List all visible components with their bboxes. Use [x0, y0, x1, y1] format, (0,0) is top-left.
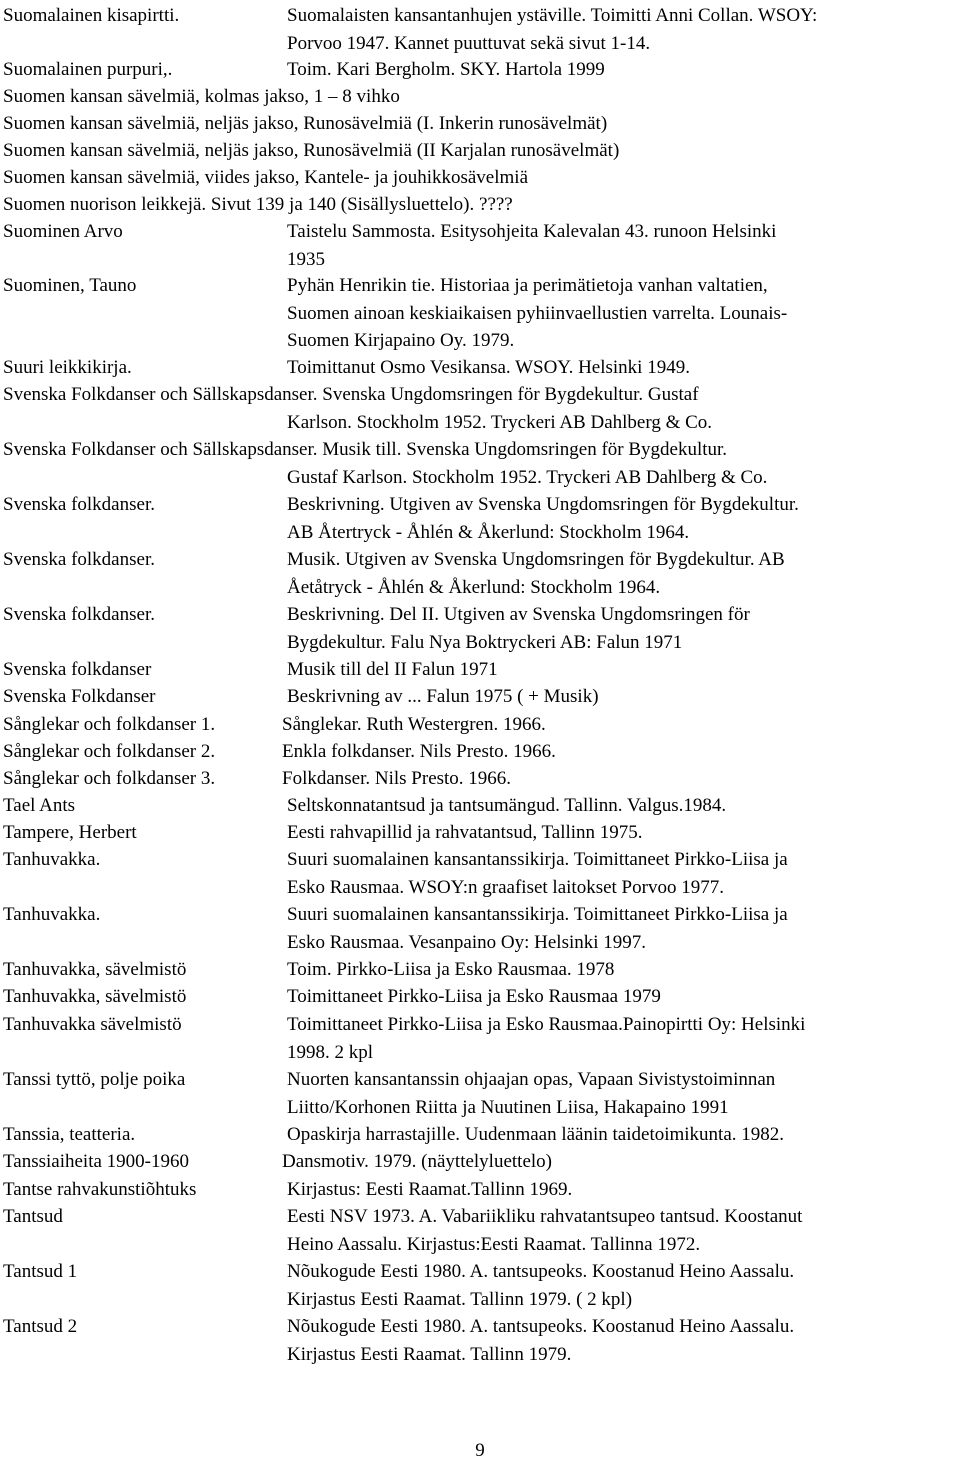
entry-description: [287, 792, 947, 820]
entry-description-line: Beskrivning. Del II. Utgiven av Svenska Ungdomsringen för: [287, 604, 750, 625]
entry-title: Tanhuvakka, sävelmistö: [3, 986, 187, 1007]
entry-description-line: Nuorten kansantanssin ohjaajan opas, Vapaan Sivistystoiminnan: [287, 1069, 776, 1090]
entry-description: [282, 711, 942, 739]
bibliography-entry: [0, 601, 960, 655]
entry-description-line: Suomen ainoan keskiaikaisen pyhiinvaellustien varrelta. Lounais-: [287, 302, 788, 324]
entry-description-line: Eesti NSV 1973. A. Vabariikliku rahvatantsupeo tantsud. Koostanut: [287, 1206, 803, 1227]
entry-description-line: Toim. Kari Bergholm. SKY. Hartola 1999: [287, 59, 605, 80]
entry-description: [282, 1148, 942, 1176]
entry-description-line: Beskrivning av ... Falun 1975 ( + Musik): [287, 686, 599, 707]
entry-description-line: AB Återtryck - Åhlén & Åkerlund: Stockholm 1964.: [287, 521, 690, 543]
entry-description-line: Toimittaneet Pirkko-Liisa ja Esko Rausmaa.Painopirtti Oy: Helsinki: [287, 1014, 806, 1035]
entry-description: [287, 901, 947, 956]
bibliography-entry: [0, 846, 960, 900]
entry-title: Suominen, Tauno: [3, 275, 137, 296]
entry-description: [287, 1176, 947, 1204]
entry-title: Tanssiaiheita 1900-1960: [3, 1151, 189, 1172]
entry-description-line: Karlson. Stockholm 1952. Tryckeri AB Dahlberg & Co.: [287, 411, 713, 433]
entry-description: [282, 765, 942, 793]
entry-title: Svenska folkdanser: [3, 659, 152, 680]
entry-full-line: Svenska Folkdanser och Sällskapsdanser. Musik till. Svenska Ungdomsringen för Bygdekultur.: [3, 439, 728, 460]
entry-description: [287, 409, 947, 437]
entry-description-line: Pyhän Henrikin tie. Historiaa ja perimätietoja vanhan valtatien,: [287, 275, 768, 296]
entry-description: [287, 354, 947, 382]
entry-description: [287, 683, 947, 711]
entry-title: Tanhuvakka sävelmistö: [3, 1014, 182, 1035]
entry-description: [287, 846, 947, 901]
entry-description: [287, 983, 947, 1011]
entry-title: Suominen Arvo: [3, 221, 123, 242]
entry-description: [287, 2, 947, 57]
bibliography-entry: [0, 491, 960, 545]
entry-description: [287, 464, 947, 492]
entry-description-line: Seltskonnatantsud ja tantsumängud. Tallinn. Valgus.1984.: [287, 795, 727, 816]
entry-full-line: Suomen kansan sävelmiä, neljäs jakso, Runosävelmiä (II Karjalan runosävelmät): [3, 140, 620, 161]
entry-title: Svenska folkdanser.: [3, 549, 155, 570]
entry-description-line: Kirjastus Eesti Raamat. Tallinn 1979.: [287, 1343, 572, 1365]
entry-title: Suuri leikkikirja.: [3, 357, 132, 378]
bibliography-entry: [0, 901, 960, 955]
entry-description-line: Enkla folkdanser. Nils Presto. 1966.: [282, 741, 556, 762]
entry-title: Suomalainen kisapirtti.: [3, 5, 180, 26]
bibliography-entry: [0, 1066, 960, 1120]
entry-title: Tantsud: [3, 1206, 63, 1227]
entry-description-line: Musik. Utgiven av Svenska Ungdomsringen för Bygdekultur. AB: [287, 549, 785, 570]
entry-description-line: Nõukogude Eesti 1980. A. tantsupeoks. Koostanud Heino Aassalu.: [287, 1316, 795, 1337]
entry-description-line: Suomen Kirjapaino Oy. 1979.: [287, 330, 515, 351]
entry-description-line: Liitto/Korhonen Riitta ja Nuutinen Liisa, Hakapaino 1991: [287, 1096, 729, 1118]
entry-description-line: Beskrivning. Utgiven av Svenska Ungdomsringen för Bygdekultur.: [287, 494, 799, 515]
entry-description-line: Gustaf Karlson. Stockholm 1952. Tryckeri AB Dahlberg & Co.: [287, 466, 768, 488]
entry-full-line: Suomen kansan sävelmiä, kolmas jakso, 1 – 8 vihko: [3, 86, 400, 107]
bibliography-entry: [0, 436, 960, 490]
entry-description-line: Porvoo 1947. Kannet puuttuvat sekä sivut 1-14.: [287, 32, 651, 54]
entry-description-line: 1935: [287, 248, 325, 270]
entry-description: [287, 1121, 947, 1149]
bibliography-entry: [0, 218, 960, 272]
entry-title: Tantsud 2: [3, 1316, 78, 1337]
bibliography-entry: [0, 272, 960, 351]
entry-description-line: Bygdekultur. Falu Nya Boktryckeri AB: Falun 1971: [287, 631, 683, 653]
bibliography-entry: [0, 2, 960, 56]
entry-title: Tantsud 1: [3, 1261, 78, 1282]
entry-description-line: Toimittaneet Pirkko-Liisa ja Esko Rausmaa 1979: [287, 986, 661, 1007]
entry-title: Svenska Folkdanser: [3, 686, 156, 707]
entry-description: [287, 1066, 947, 1121]
entry-description-line: 1998. 2 kpl: [287, 1041, 374, 1063]
entry-description-line: Eesti rahvapillid ja rahvatantsud, Tallinn 1975.: [287, 822, 643, 843]
entry-title: Tanhuvakka, sävelmistö: [3, 959, 187, 980]
entry-title: Tanssi tyttö, polje poika: [3, 1069, 186, 1090]
entry-description: [287, 1258, 947, 1313]
entry-full-line: Svenska Folkdanser och Sällskapsdanser. Svenska Ungdomsringen för Bygdekultur. Gustaf: [3, 384, 699, 405]
entry-description: [287, 546, 947, 601]
entry-description: [287, 1313, 947, 1368]
entry-description-line: Dansmotiv. 1979. (näyttelyluettelo): [282, 1151, 552, 1172]
entry-description: [287, 272, 947, 355]
entry-title: Svenska folkdanser.: [3, 604, 155, 625]
entry-description: [287, 656, 947, 684]
bibliography-entry: [0, 1313, 960, 1367]
bibliography-entry: [0, 1011, 960, 1065]
entry-description: [287, 1011, 947, 1066]
entry-description-line: Musik till del II Falun 1971: [287, 659, 498, 680]
entry-title: Sånglekar och folkdanser 2.: [3, 741, 216, 762]
entry-description: [287, 1203, 947, 1258]
entry-title: Tanhuvakka.: [3, 849, 101, 870]
entry-description: [287, 491, 947, 546]
entry-description-line: Heino Aassalu. Kirjastus:Eesti Raamat. Tallinna 1972.: [287, 1233, 701, 1255]
entry-description-line: Kirjastus: Eesti Raamat.Tallinn 1969.: [287, 1179, 573, 1200]
entry-description-line: Suuri suomalainen kansantanssikirja. Toimittaneet Pirkko-Liisa ja: [287, 904, 788, 925]
entry-description-line: Folkdanser. Nils Presto. 1966.: [282, 768, 512, 789]
entry-description: [287, 218, 947, 273]
entry-description: [287, 601, 947, 656]
entry-description-line: Nõukogude Eesti 1980. A. tantsupeoks. Koostanud Heino Aassalu.: [287, 1261, 795, 1282]
entry-description: [287, 819, 947, 847]
entry-title: Tanhuvakka.: [3, 904, 101, 925]
bibliography-entry: [0, 1203, 960, 1257]
entry-full-line: Suomen nuorison leikkejä. Sivut 139 ja 140 (Sisällysluettelo). ????: [3, 194, 513, 215]
entry-description: [287, 956, 947, 984]
entry-description-line: Toim. Pirkko-Liisa ja Esko Rausmaa. 1978: [287, 959, 615, 980]
entry-title: Sånglekar och folkdanser 1.: [3, 714, 216, 735]
entry-title: Tanssia, teatteria.: [3, 1124, 136, 1145]
entry-full-line: Suomen kansan sävelmiä, viides jakso, Kantele- ja jouhikkosävelmiä: [3, 167, 529, 188]
entry-description-line: Åetåtryck - Åhlén & Åkerlund: Stockholm 1964.: [287, 576, 661, 598]
entry-full-line: Suomen kansan sävelmiä, neljäs jakso, Runosävelmiä (I. Inkerin runosävelmät): [3, 113, 608, 134]
entry-title: Sånglekar och folkdanser 3.: [3, 768, 216, 789]
bibliography-entry: [0, 546, 960, 600]
entry-title: Tael Ants: [3, 795, 76, 816]
entry-description-line: Taistelu Sammosta. Esitysohjeita Kalevalan 43. runoon Helsinki: [287, 221, 777, 242]
bibliography-entry: [0, 381, 960, 435]
entry-description-line: Sånglekar. Ruth Westergren. 1966.: [282, 714, 546, 735]
entry-title: Tantse rahvakunstiõhtuks: [3, 1179, 197, 1200]
entry-description-line: Esko Rausmaa. WSOY:n graafiset laitokset Porvoo 1977.: [287, 876, 724, 898]
bibliography-entry: [0, 1258, 960, 1312]
entry-description-line: Opaskirja harrastajille. Uudenmaan läänin taidetoimikunta. 1982.: [287, 1124, 785, 1145]
entry-title: Suomalainen purpuri,.: [3, 59, 173, 80]
entry-title: Svenska folkdanser.: [3, 494, 155, 515]
entry-description-line: Esko Rausmaa. Vesanpaino Oy: Helsinki 1997.: [287, 931, 647, 953]
entry-description-line: Toimittanut Osmo Vesikansa. WSOY. Helsinki 1949.: [287, 357, 690, 378]
page-number: 9: [475, 1440, 485, 1461]
entry-description: [282, 738, 942, 766]
entry-description-line: Suuri suomalainen kansantanssikirja. Toimittaneet Pirkko-Liisa ja: [287, 849, 788, 870]
entry-description-line: Suomalaisten kansantanhujen ystäville. Toimitti Anni Collan. WSOY:: [287, 5, 818, 26]
entry-description-line: Kirjastus Eesti Raamat. Tallinn 1979. ( 2 kpl): [287, 1288, 633, 1310]
entry-description: [287, 56, 947, 84]
entry-title: Tampere, Herbert: [3, 822, 137, 843]
